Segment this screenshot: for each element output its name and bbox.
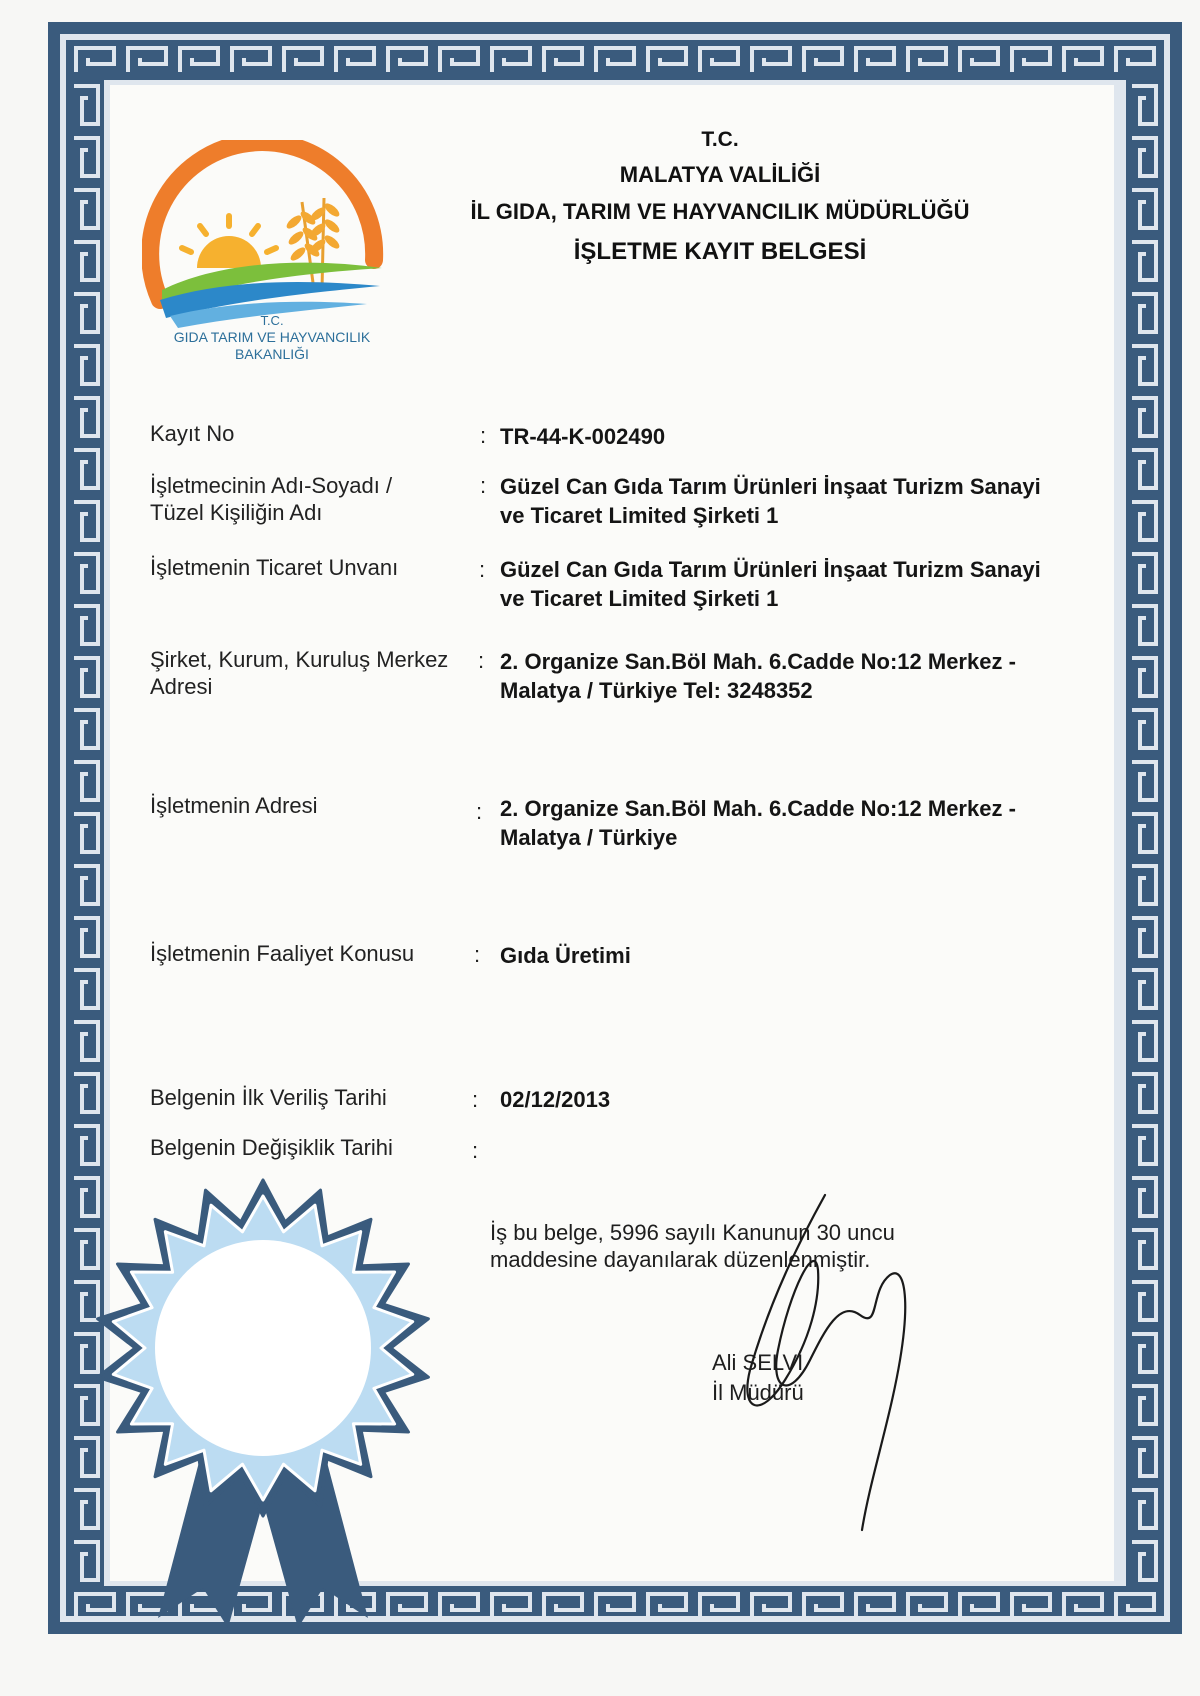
field-colon: : (480, 423, 487, 448)
field-label-business-address: İşletmenin Adresi (150, 793, 318, 818)
field-label-registration-no: Kayıt No (150, 421, 235, 446)
field-colon: : (478, 648, 485, 673)
sun-icon (182, 216, 276, 268)
logo-ministry-line1: GIDA TARIM VE HAYVANCILIK (173, 329, 371, 345)
document-title: İŞLETME KAYIT BELGESİ (573, 238, 867, 265)
legal-basis-note: İş bu belge, 5996 sayılı Kanunun 30 uncu maddesine dayanılarak düzenlenmiştir. (490, 1220, 895, 1272)
field-label-operator-name: İşletmecinin Adı-Soyadı / Tüzel Kişiliğin Adı (150, 473, 393, 525)
heading-governorship: MALATYA VALİLİĞİ (619, 162, 821, 187)
logo-ministry-line2: BAKANLIĞI (235, 346, 309, 362)
field-colon: : (479, 557, 486, 582)
seal-center (155, 1240, 371, 1456)
signer-title: İl Müdürü (712, 1380, 804, 1405)
field-label-activity: İşletmenin Faaliyet Konusu (150, 941, 415, 966)
heading-tc: T.C. (701, 128, 739, 151)
field-value-business-address: 2. Organize San.Böl Mah. 6.Cadde No:12 Merkez - Malatya / Türkiye (500, 796, 1016, 850)
field-colon: : (472, 1138, 479, 1163)
field-value-activity: Gıda Üretimi (500, 943, 631, 968)
field-label-headquarters-address: Şirket, Kurum, Kuruluş Merkez Adresi (150, 647, 449, 699)
field-colon: : (476, 799, 483, 824)
field-value-headquarters-address: 2. Organize San.Böl Mah. 6.Cadde No:12 Merkez - Malatya / Türkiye Tel: 3248352 (500, 649, 1016, 703)
field-value-trade-name: Güzel Can Gıda Tarım Ürünleri İnşaat Turizm Sanayi ve Ticaret Limited Şirketi 1 (500, 557, 1041, 611)
heading-directorate: İL GIDA, TARIM VE HAYVANCILIK MÜDÜRLÜĞÜ (470, 199, 970, 224)
field-colon: : (472, 1087, 479, 1112)
signer-name: Ali SELVİ (712, 1350, 804, 1375)
field-value-issue-date: 02/12/2013 (500, 1087, 611, 1112)
signature-mark (730, 1180, 930, 1540)
field-value-registration-no: TR-44-K-002490 (500, 424, 666, 449)
field-label-issue-date: Belgenin İlk Veriliş Tarihi (150, 1085, 387, 1110)
field-colon: : (474, 942, 481, 967)
field-label-change-date: Belgenin Değişiklik Tarihi (150, 1135, 393, 1160)
field-value-operator-name: Güzel Can Gıda Tarım Ürünleri İnşaat Turizm Sanayi ve Ticaret Limited Şirketi 1 (500, 474, 1041, 528)
field-label-trade-name: İşletmenin Ticaret Unvanı (150, 555, 399, 580)
logo-tc-label: T.C. (260, 313, 284, 328)
seal-rosette (88, 1178, 458, 1628)
field-colon: : (480, 473, 487, 498)
